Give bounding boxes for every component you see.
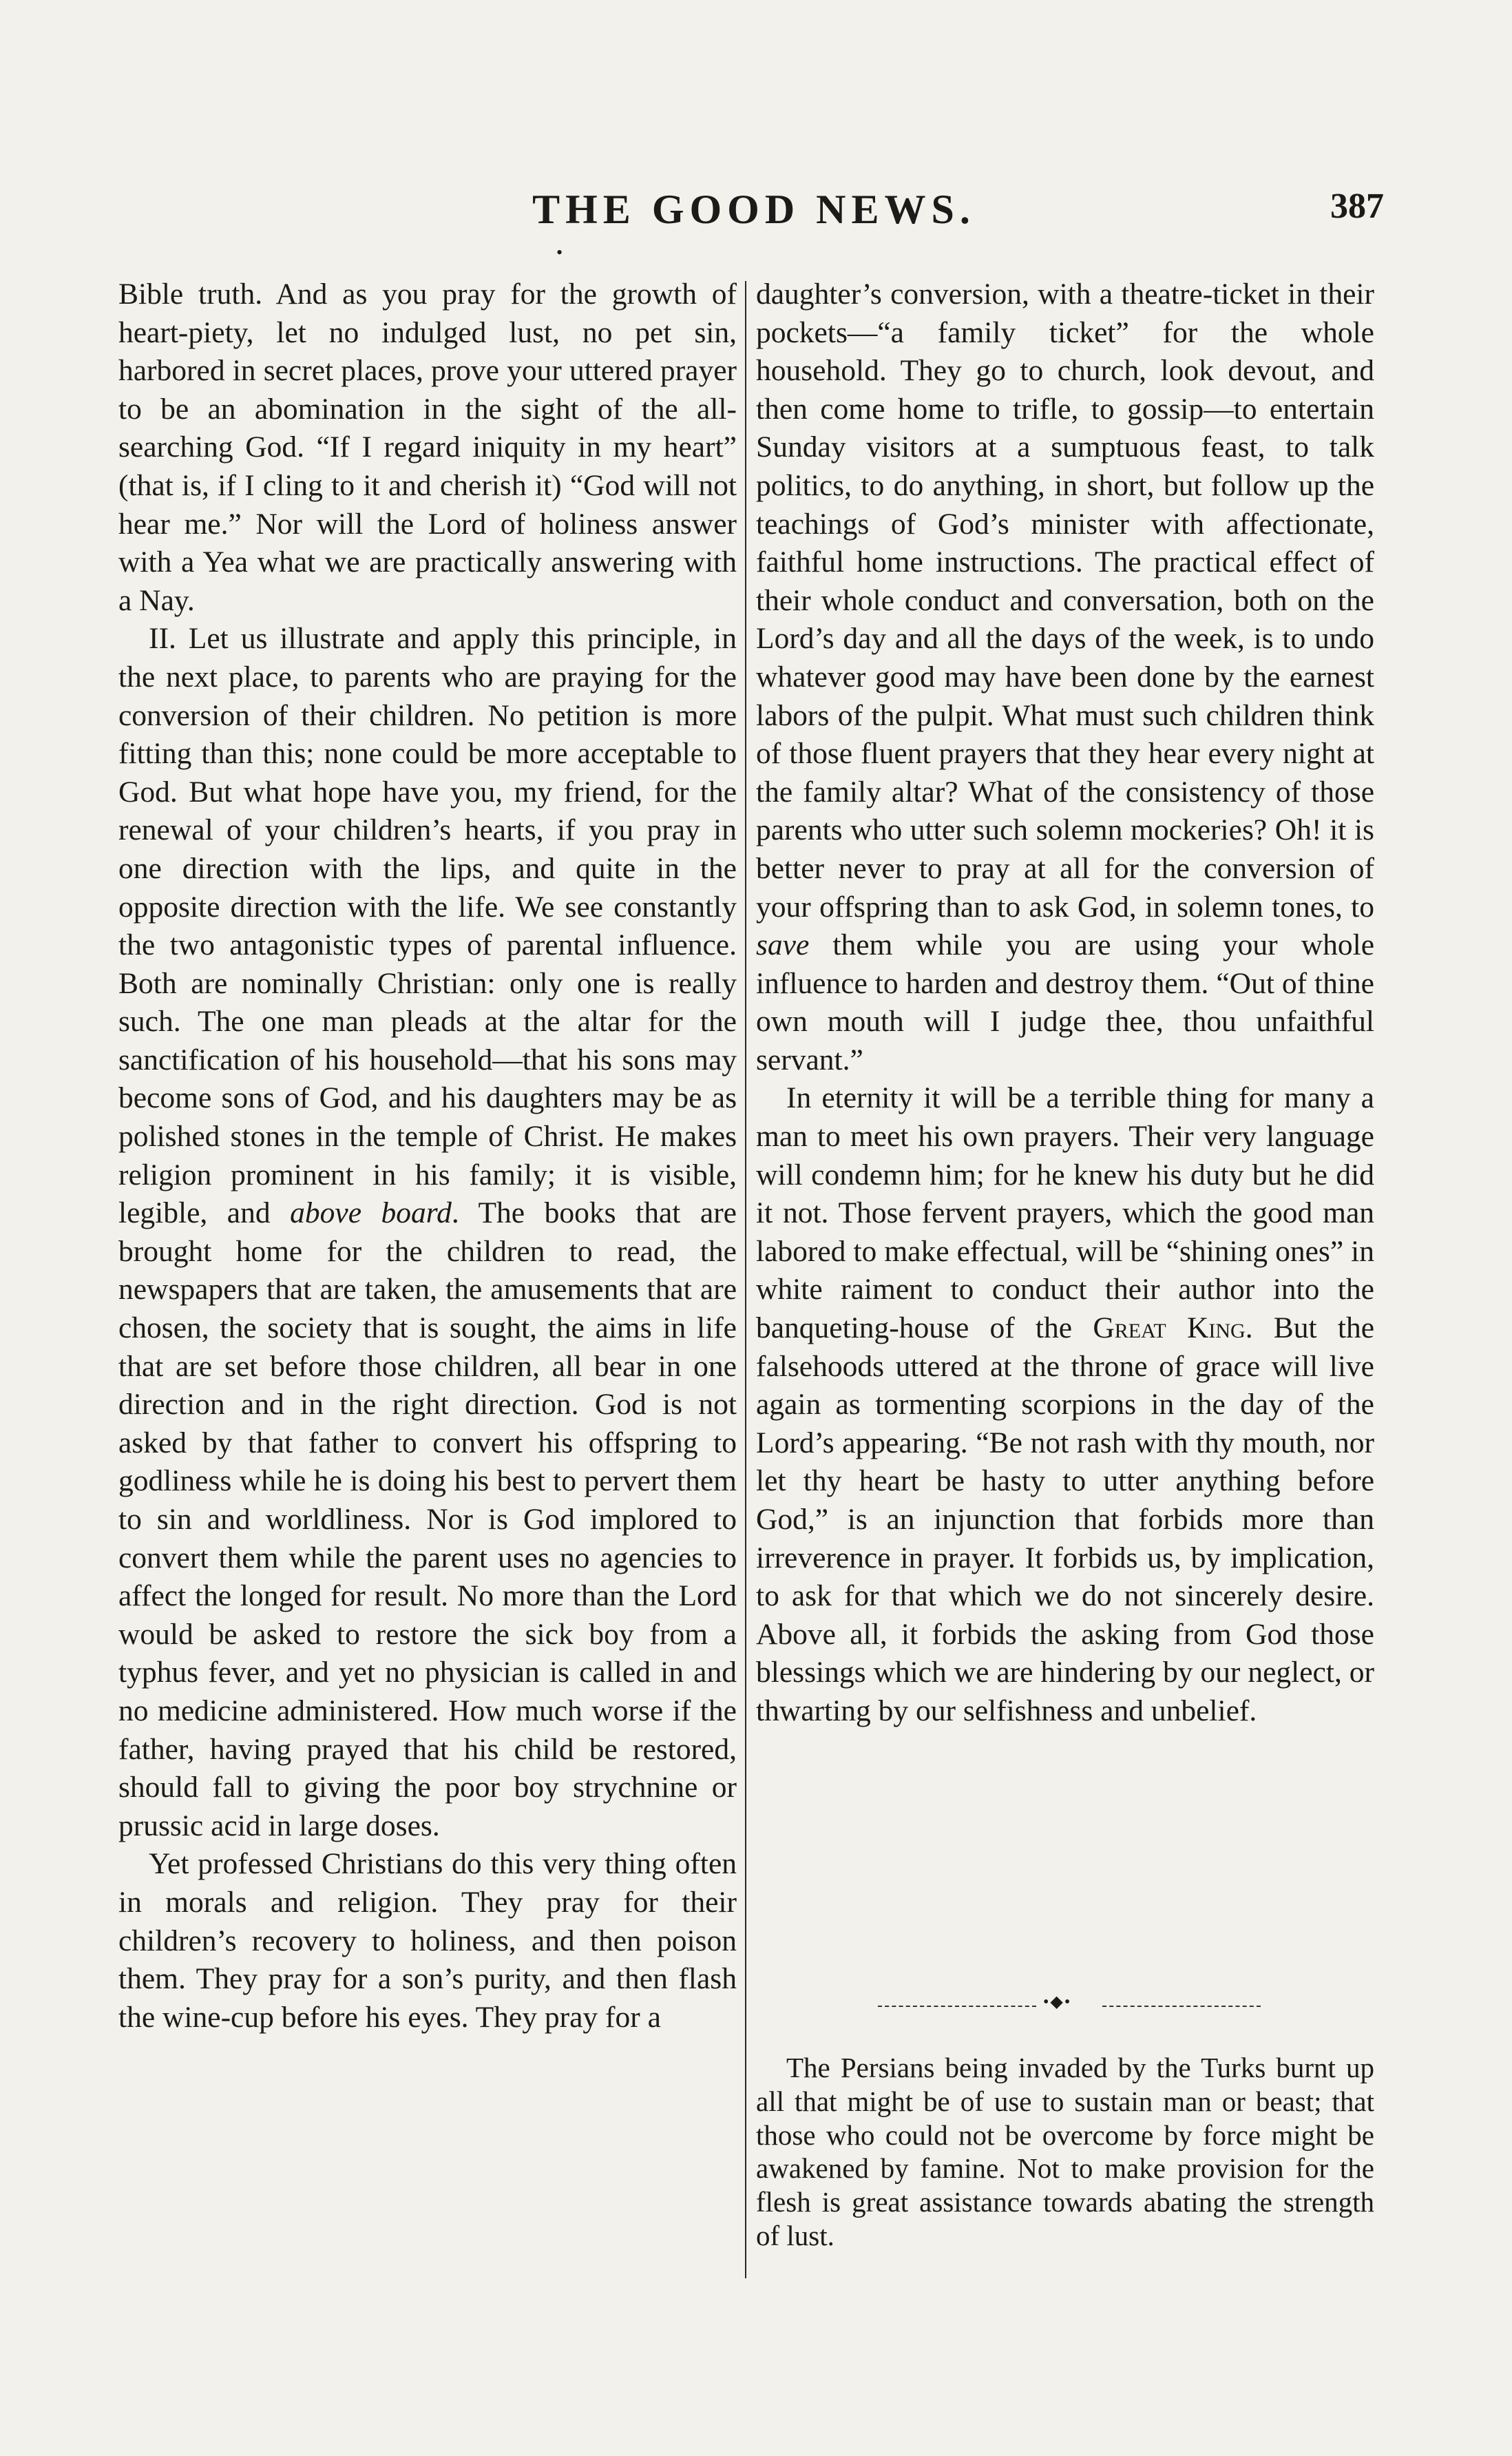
right-paragraph-1-start: daughter’s conversion, with a theatre-ticket in their pockets—“a family ticket” for the whole household. They go to church, look devout, and then come home to trifle, to gossip—to entertain Sunday visitors at a sumptuous feast, to talk politics, to do anything, in short, but follow up the teachings of God’s minister with affectionate, faithful home instructions. The practical effect of their whole conduct and conversation, both on the Lord’s day and all the days of the week, is to undo whatever good may have been done by the earnest labors of the pulpit. What must such children think of those fluent prayers that they hear every night at the family altar? What of the consistency of those parents who utter such solemn mockeries? Oh! it is better never to pray at all for the conversion of your offspring than to ask God, in solemn tones, to: [756, 278, 1374, 924]
filler-note-text: The Persians being invaded by the Turks burnt up all that might be of use to sustain man or beast; that those who could not be overcome by force might be awakened by famine. Not to make provision for the flesh is great assistance towards abating the strength of lust.: [756, 2052, 1374, 2251]
header-ornament: •: [556, 242, 563, 262]
right-paragraph-2-start: In eternity it will be a terrible thing for many a man to meet his own prayers. Their very language will condemn him; for he knew his duty but he did it not. Those fervent prayers, which the good man labored to make effectual, will be “shining ones” in white raiment to conduct their author into the banqueting-house of the: [756, 1081, 1374, 1345]
running-title: THE GOOD NEWS.: [532, 187, 976, 232]
left-paragraph-2-end: . The books that are brought home for the children to read, the newspapers that are taken, the amusements that are chosen, the society that is sought, the aims in life that are set before those children, all bear in one direction and in the right direction. God is not asked by that father to convert his offspring to godliness while he is doing his best to pervert them to sin and worldliness. Nor is God implored to convert them while the parent uses no agencies to affect the longed for result. No more than the Lord would be asked to restore the sick boy from a typhus fever, and yet no physician is called in and no medicine administered. How much worse if the father, having prayed that his child be restored, should fall to giving the poor boy strychnine or prussic acid in large doses.: [118, 1196, 737, 1842]
separator-line-left: [878, 2006, 1036, 2008]
separator-line-right: [1102, 2006, 1261, 2008]
right-paragraph-2-smallcaps: Great King: [1093, 1311, 1246, 1345]
right-paragraph-1: [756, 275, 1374, 1079]
right-paragraph-1-italic: save: [756, 928, 810, 962]
page-number: 387: [1330, 187, 1384, 226]
section-separator: [878, 1993, 1261, 2011]
left-paragraph-2-start: II. Let us illustrate and apply this principle, in the next place, to parents who are praying for the conversion of their children. No petition is more fitting than this; none could be more acceptable to God. But what hope have you, my friend, for the renewal of your children’s hearts, if you pray in one direction with the lips, and quite in the opposite direction with the life. We see constantly the two antagonistic types of parental influence. Both are nominally Christian: only one is really such. The one man pleads at the altar for the sanctification of his household—that his sons may become sons of God, and his daughters may be as polished stones in the temple of Christ. He makes religion prominent in his family; it is visible, legible, and: [118, 622, 737, 1230]
column-divider: [745, 281, 746, 2278]
page-header: [124, 186, 1384, 248]
left-paragraph-1: Bible truth. And as you pray for the growth of heart-piety, let no indulged lust, no pet sin, harbored in secret places, prove your uttered prayer to be an abomination in the sight of the all-searching God. “If I regard iniquity in my heart” (that is, if I cling to it and cherish it) “God will not hear me.” Nor will the Lord of holiness answer with a Yea what we are practically answering with a Nay.: [118, 278, 737, 617]
left-column: [118, 275, 737, 2037]
right-paragraph-1-end: them while you are using your whole influence to harden and destroy them. “Out of thine own mouth will I judge thee, thou unfaithful servant.”: [756, 928, 1374, 1076]
left-paragraph-2-italic: above board: [290, 1196, 452, 1230]
right-paragraph-2: [756, 1079, 1374, 1730]
left-paragraph-3: Yet professed Christians do this very thing often in morals and religion. They pray for their children’s recovery to holiness, and then poison them. They pray for a son’s purity, and then flash the wine-cup before his eyes. They pray for a: [118, 1847, 737, 2034]
filler-note: [756, 2051, 1374, 2253]
right-paragraph-2-end: . But the falsehoods uttered at the throne of grace will live again as tormenting scorpions in the day of the Lord’s appearing. “Be not rash with thy mouth, nor let thy heart be hasty to utter anything before God,” is an injunction that forbids more than irreverence in prayer. It forbids us, by implication, to ask for that which we do not sincerely desire. Above all, it forbids the asking from God those blessings which we are hindering by our neglect, or thwarting by our selfishness and unbelief.: [756, 1311, 1374, 1727]
right-column: [756, 275, 1374, 1731]
left-paragraph-2: [118, 620, 737, 1845]
separator-ornament: •◆•: [1043, 1993, 1072, 2011]
